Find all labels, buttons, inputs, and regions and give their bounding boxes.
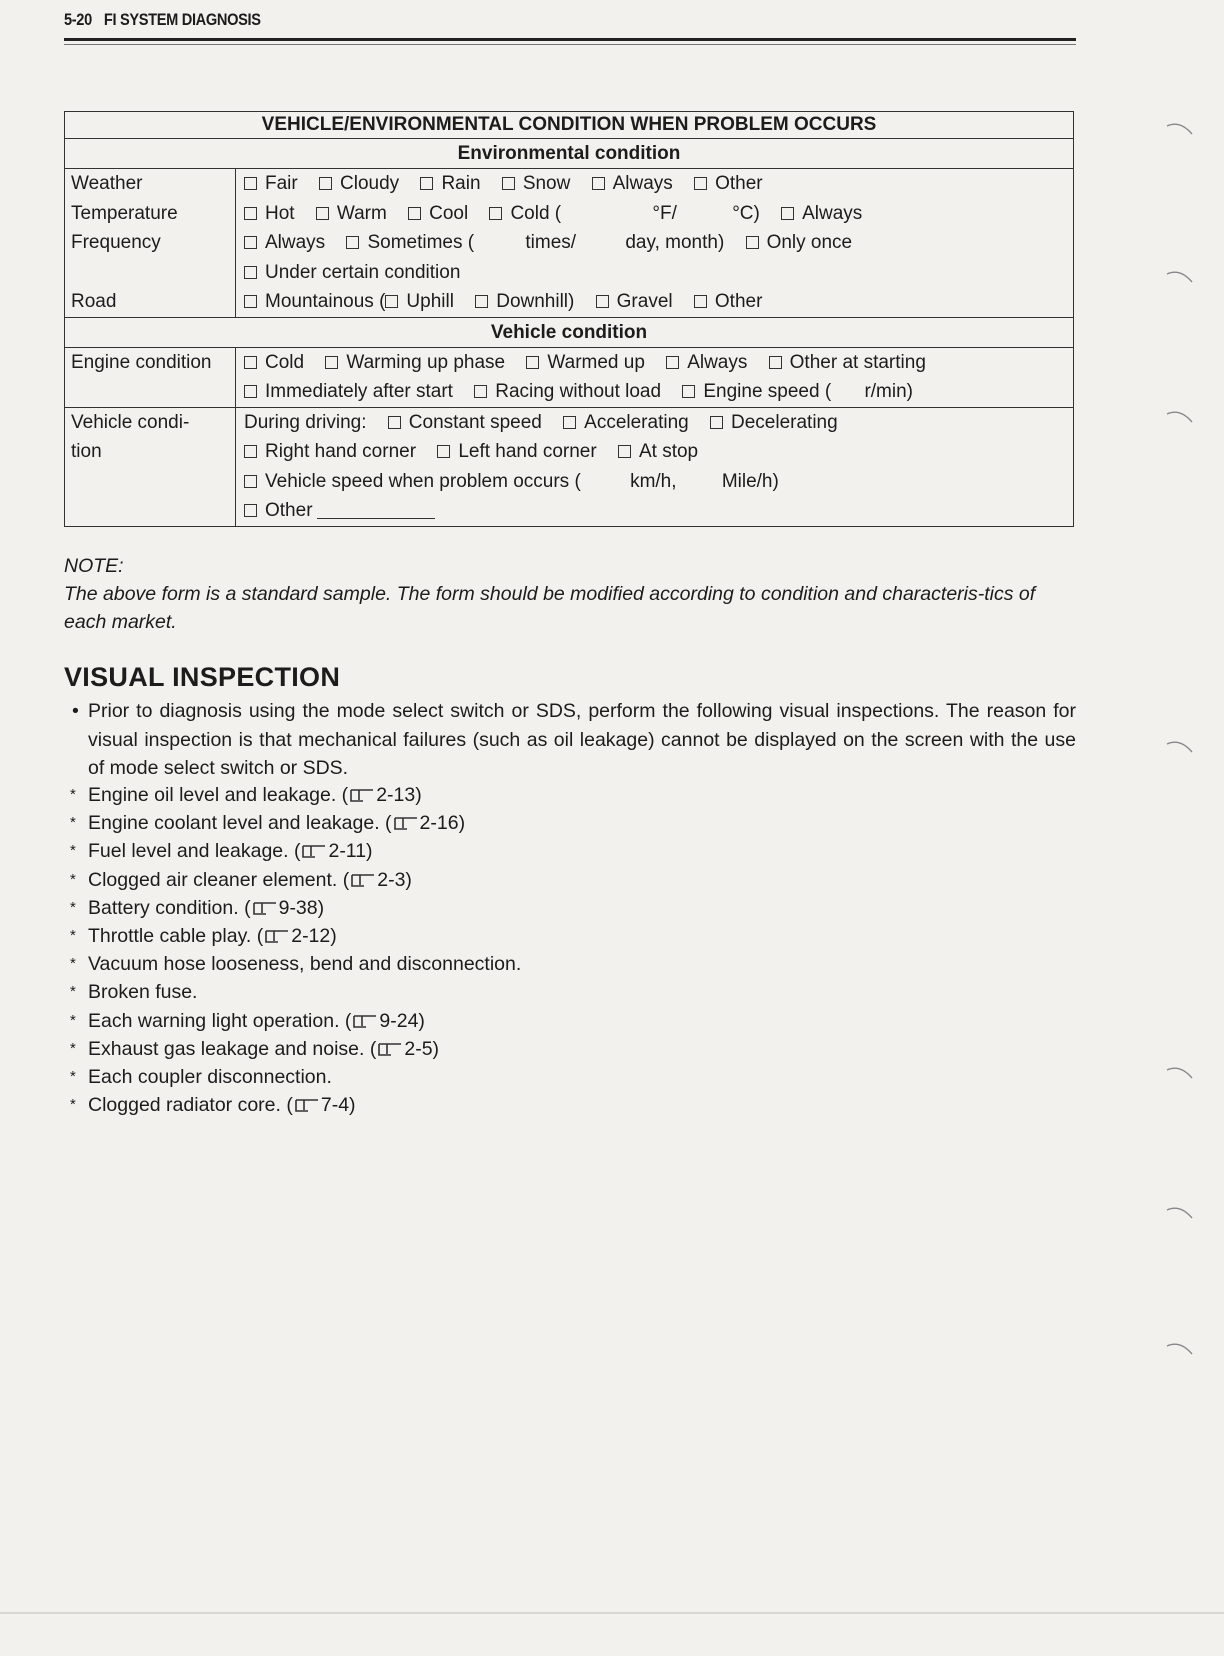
temp-cold-checkbox[interactable]	[489, 207, 502, 220]
list-item: * Throttle cable play. ( 2-12)	[70, 925, 337, 948]
weather-snow-checkbox[interactable]	[502, 177, 515, 190]
weather-label: Weather	[71, 173, 143, 194]
road-row: Mountainous ( Uphill Downhill) Gravel Other	[244, 287, 1073, 317]
road-label: Road	[71, 291, 117, 312]
vspeed-row: Vehicle speed when problem occurs ( km/h, Mile/h)	[244, 467, 1073, 497]
note-label: NOTE:	[64, 555, 124, 577]
temp-always-checkbox[interactable]	[781, 207, 794, 220]
list-item: * Battery condition. ( 9-38)	[70, 896, 325, 919]
list-item: * Each warning light operation. ( 9-24)	[70, 1009, 425, 1032]
env-labels	[65, 169, 236, 318]
inspection-list	[70, 781, 521, 1119]
temperature-label: Temperature	[71, 202, 178, 224]
page-header	[64, 10, 261, 30]
driving-decel-checkbox[interactable]	[710, 416, 723, 429]
reference-arrow-icon	[377, 1041, 403, 1057]
visual-inspection-title: VISUAL INSPECTION	[64, 662, 341, 692]
vehicle-values	[236, 407, 1074, 526]
binder-mark-icon	[1166, 1064, 1194, 1080]
temperature-row: Hot Warm Cool Cold ( °F/ °C) Always	[244, 199, 1073, 229]
vehicle-label-1: Vehicle condi-	[71, 411, 190, 433]
engine-warming-checkbox[interactable]	[325, 356, 338, 369]
header-rule-thin	[64, 44, 1076, 45]
bullet-icon: •	[72, 700, 79, 722]
vehicle-label-2: tion	[71, 441, 102, 462]
corner-right-checkbox[interactable]	[244, 445, 257, 458]
reference-arrow-icon	[352, 1013, 378, 1029]
engine-warmed-checkbox[interactable]	[526, 356, 539, 369]
binder-mark-icon	[1166, 120, 1194, 136]
list-item: * Clogged radiator core. ( 7-4)	[70, 1094, 356, 1117]
vehicle-label-cell	[65, 407, 236, 526]
list-item: * Vacuum hose looseness, bend and disconnection.	[70, 953, 522, 976]
binder-mark-icon	[1166, 408, 1194, 424]
driving-constant-checkbox[interactable]	[388, 416, 401, 429]
freq-sometimes-checkbox[interactable]	[346, 236, 359, 249]
frequency-label: Frequency	[71, 232, 161, 253]
weather-other-checkbox[interactable]	[694, 177, 707, 190]
note-text: The above form is a standard sample. The form should be modified according to condition and characteris-tics of each market.	[64, 583, 1036, 633]
freq-always-checkbox[interactable]	[244, 236, 257, 249]
temp-hot-checkbox[interactable]	[244, 207, 257, 220]
header-rule	[64, 38, 1076, 41]
list-item: * Each coupler disconnection.	[70, 1066, 332, 1089]
list-item: * Engine coolant level and leakage. ( 2-16)	[70, 812, 466, 835]
engine-immediately-checkbox[interactable]	[244, 385, 257, 398]
reference-arrow-icon	[349, 787, 375, 803]
engine-label-cell	[65, 347, 236, 407]
driving-accel-checkbox[interactable]	[563, 416, 576, 429]
weather-always-checkbox[interactable]	[592, 177, 605, 190]
frequency-row: Always Sometimes ( times/ day, month) Only once	[244, 228, 1073, 258]
temp-cool-checkbox[interactable]	[408, 207, 421, 220]
other-checkbox[interactable]	[244, 504, 257, 517]
corner-left-checkbox[interactable]	[437, 445, 450, 458]
visual-inspection-intro: • Prior to diagnosis using the mode select switch or SDS, perform the following visual inspections. The reason for visual inspection is that mechanical failures (such as oil leakage) cannot be displayed on the screen with the use of mode select switch or SDS.	[70, 697, 1076, 783]
engine-row-2: Immediately after start Racing without load Engine speed ( r/min)	[244, 377, 1073, 407]
freq-once-checkbox[interactable]	[746, 236, 759, 249]
road-uphill-checkbox[interactable]	[385, 295, 398, 308]
list-item: * Clogged air cleaner element. ( 2-3)	[70, 868, 412, 891]
list-item: * Broken fuse.	[70, 981, 198, 1004]
binder-mark-icon	[1166, 268, 1194, 284]
scan-edge	[0, 1612, 1224, 1614]
reference-arrow-icon	[264, 928, 290, 944]
list-item: * Exhaust gas leakage and noise. ( 2-5)	[70, 1037, 440, 1060]
section-title-header: FI SYSTEM DIAGNOSIS	[103, 10, 261, 29]
list-item: * Fuel level and leakage. ( 2-11)	[70, 840, 373, 863]
engine-other-checkbox[interactable]	[769, 356, 782, 369]
engine-speed-checkbox[interactable]	[682, 385, 695, 398]
reference-arrow-icon	[294, 1097, 320, 1113]
reference-arrow-icon	[350, 872, 376, 888]
engine-label: Engine condition	[71, 351, 212, 373]
env-heading: Environmental condition	[65, 139, 1074, 169]
corner-row: Right hand corner Left hand corner At stop	[244, 437, 1073, 467]
page-number: 5-20	[64, 10, 92, 29]
binder-mark-icon	[1166, 1340, 1194, 1356]
reference-arrow-icon	[252, 900, 278, 916]
form-title: VEHICLE/ENVIRONMENTAL CONDITION WHEN PROBLEM OCCURS	[65, 112, 1074, 139]
engine-cold-checkbox[interactable]	[244, 356, 257, 369]
vspeed-checkbox[interactable]	[244, 475, 257, 488]
engine-always-checkbox[interactable]	[666, 356, 679, 369]
frequency-row-2: Under certain condition	[244, 258, 1073, 288]
at-stop-checkbox[interactable]	[618, 445, 631, 458]
driving-row: During driving: Constant speed Accelerating Decelerating	[244, 411, 838, 433]
engine-values	[236, 347, 1074, 407]
road-other-checkbox[interactable]	[694, 295, 707, 308]
engine-row-1: Cold Warming up phase Warmed up Always Other at starting	[244, 348, 1073, 378]
reference-arrow-icon	[393, 815, 419, 831]
list-item: * Engine oil level and leakage. ( 2-13)	[70, 784, 422, 806]
condition-form	[64, 111, 1074, 527]
weather-row: Fair Cloudy Rain Snow Always Other	[244, 169, 1073, 199]
binder-mark-icon	[1166, 1204, 1194, 1220]
vehicle-heading: Vehicle condition	[65, 317, 1074, 347]
road-gravel-checkbox[interactable]	[596, 295, 609, 308]
freq-under-checkbox[interactable]	[244, 266, 257, 279]
binder-mark-icon	[1166, 738, 1194, 754]
road-mountainous-checkbox[interactable]	[244, 295, 257, 308]
other-row: Other	[244, 496, 1073, 526]
reference-arrow-icon	[301, 843, 327, 859]
weather-cloudy-checkbox[interactable]	[319, 177, 332, 190]
env-values	[236, 169, 1074, 318]
engine-racing-checkbox[interactable]	[474, 385, 487, 398]
note-block	[64, 552, 1076, 636]
other-blank-field[interactable]	[317, 502, 435, 519]
road-downhill-checkbox[interactable]	[475, 295, 488, 308]
weather-fair-checkbox[interactable]	[244, 177, 257, 190]
weather-rain-checkbox[interactable]	[420, 177, 433, 190]
temp-warm-checkbox[interactable]	[316, 207, 329, 220]
